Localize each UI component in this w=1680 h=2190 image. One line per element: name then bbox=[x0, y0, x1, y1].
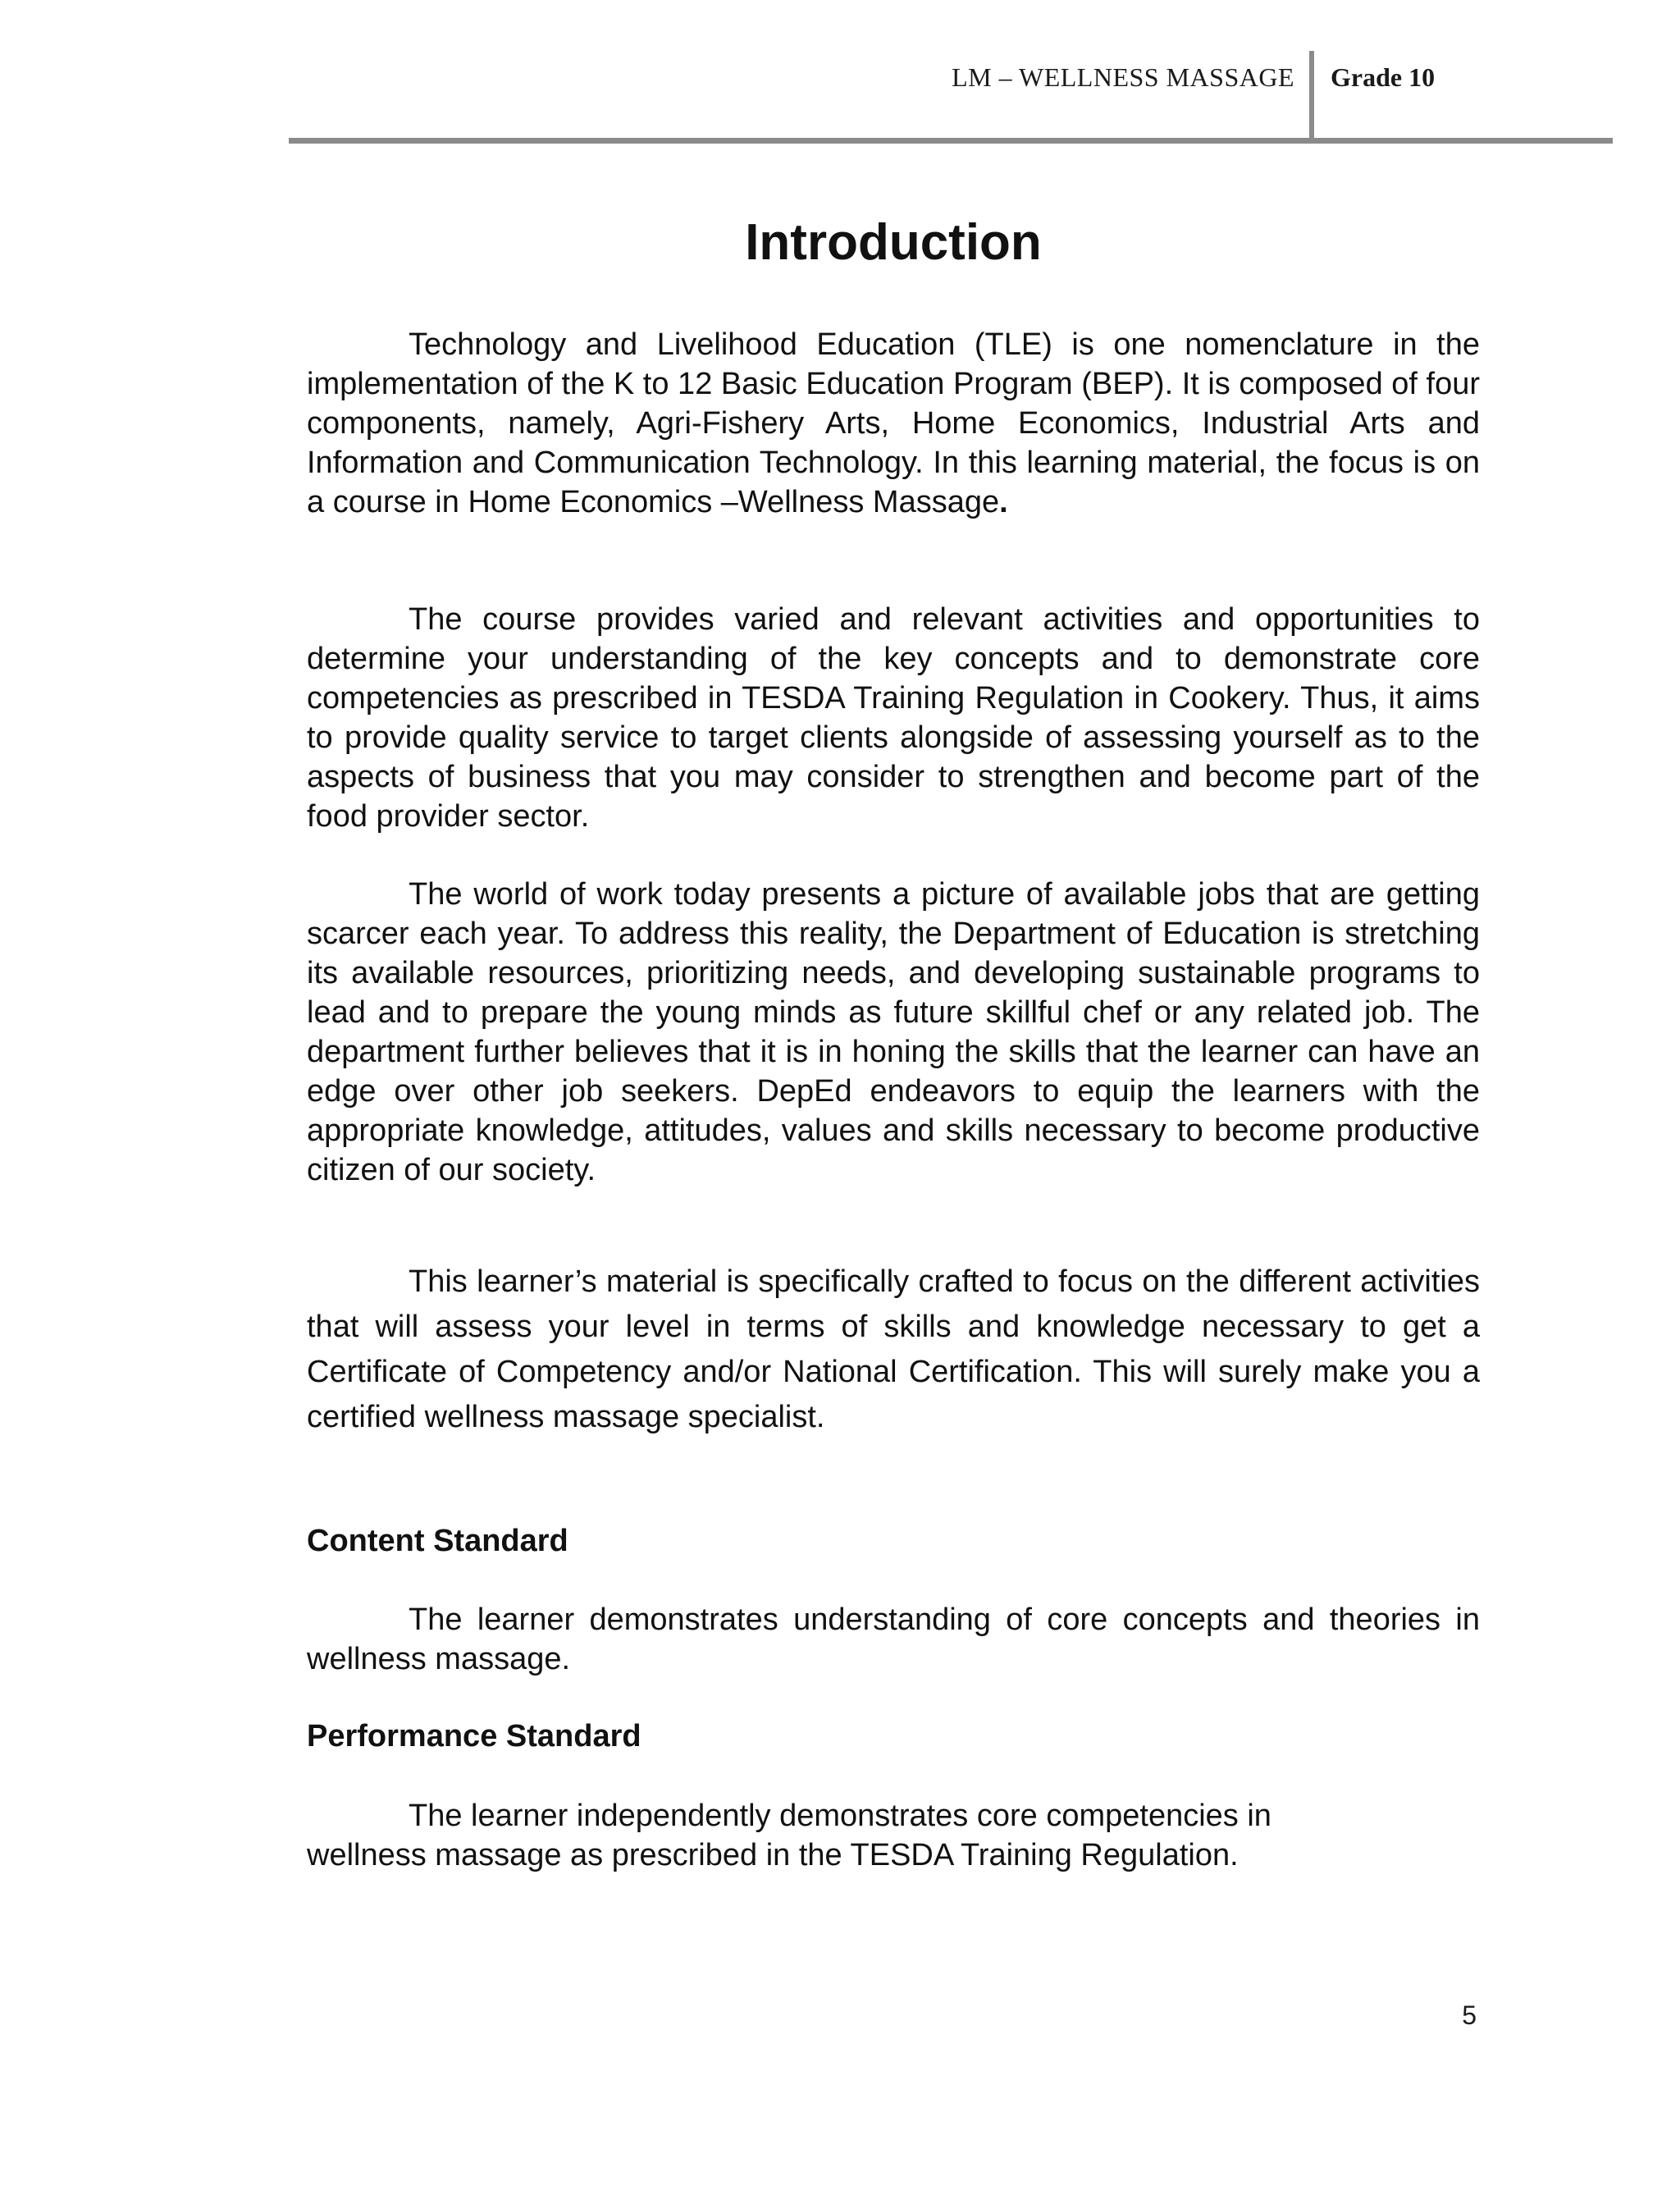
intro-paragraph-1 bbox=[307, 325, 1480, 522]
content-standard-heading: Content Standard bbox=[307, 1524, 568, 1558]
page-number: 5 bbox=[1462, 2000, 1477, 2030]
header-rule bbox=[289, 138, 1613, 144]
content-standard-text: The learner demonstrates understanding of core concepts and theories in wellness massage. bbox=[307, 1602, 1480, 1676]
intro-paragraph-1-text: Technology and Livelihood Education (TLE) is one nomenclature in the implementation of the K to 12 Basic Education Program (BEP). It is composed of four components, namely, Agri-Fishery Arts, Home Economics, Industrial Arts and Information and Communication Technology. In this learning material, the focus is on a course in Home Economics –Wellness Massage bbox=[307, 327, 1480, 519]
performance-standard-line-2: wellness massage as prescribed in the TESDA Training Regulation. bbox=[307, 1838, 1239, 1872]
header-module-label: LM – WELLNESS MASSAGE bbox=[952, 62, 1294, 92]
performance-standard-heading: Performance Standard bbox=[307, 1719, 641, 1753]
intro-paragraph-2: The course provides varied and relevant activities and opportunities to determine your understanding of the key concepts and to demonstrate core competencies as prescribed in TESDA Training Regulation in Cookery. Thus, it aims to provide quality service to target clients alongside of assessing yourself as to the aspects of business that you may consider to strengthen and become part of the food provider sector. bbox=[307, 602, 1480, 834]
intro-paragraph-1-end: . bbox=[999, 485, 1008, 519]
performance-standard-text bbox=[307, 1796, 1480, 1875]
intro-paragraph-3: The world of work today presents a picture of available jobs that are getting scarcer each year. To address this reality, the Department of Education is stretching its available resources, prioritizing needs, and developing sustainable programs to lead and to prepare the young minds as future skillful chef or any related job. The department further believes that it is in honing the skills that the learner can have an edge over other job seekers. DepEd endeavors to equip the learners with the appropriate knowledge, attitudes, values and skills necessary to become productive citizen of our society. bbox=[307, 877, 1480, 1187]
header-divider bbox=[1309, 51, 1314, 139]
page-title: Introduction bbox=[745, 214, 1042, 271]
intro-paragraph-4: This learner’s material is specifically crafted to focus on the different activities that will assess your level in terms of skills and knowledge necessary to get a Certificate of Competency and/or National Certification. This will surely make you a certified wellness massage specialist. bbox=[307, 1264, 1480, 1434]
performance-standard-line-1: The learner independently demonstrates core competencies in bbox=[409, 1799, 1271, 1833]
header-grade-label: Grade 10 bbox=[1331, 62, 1436, 92]
